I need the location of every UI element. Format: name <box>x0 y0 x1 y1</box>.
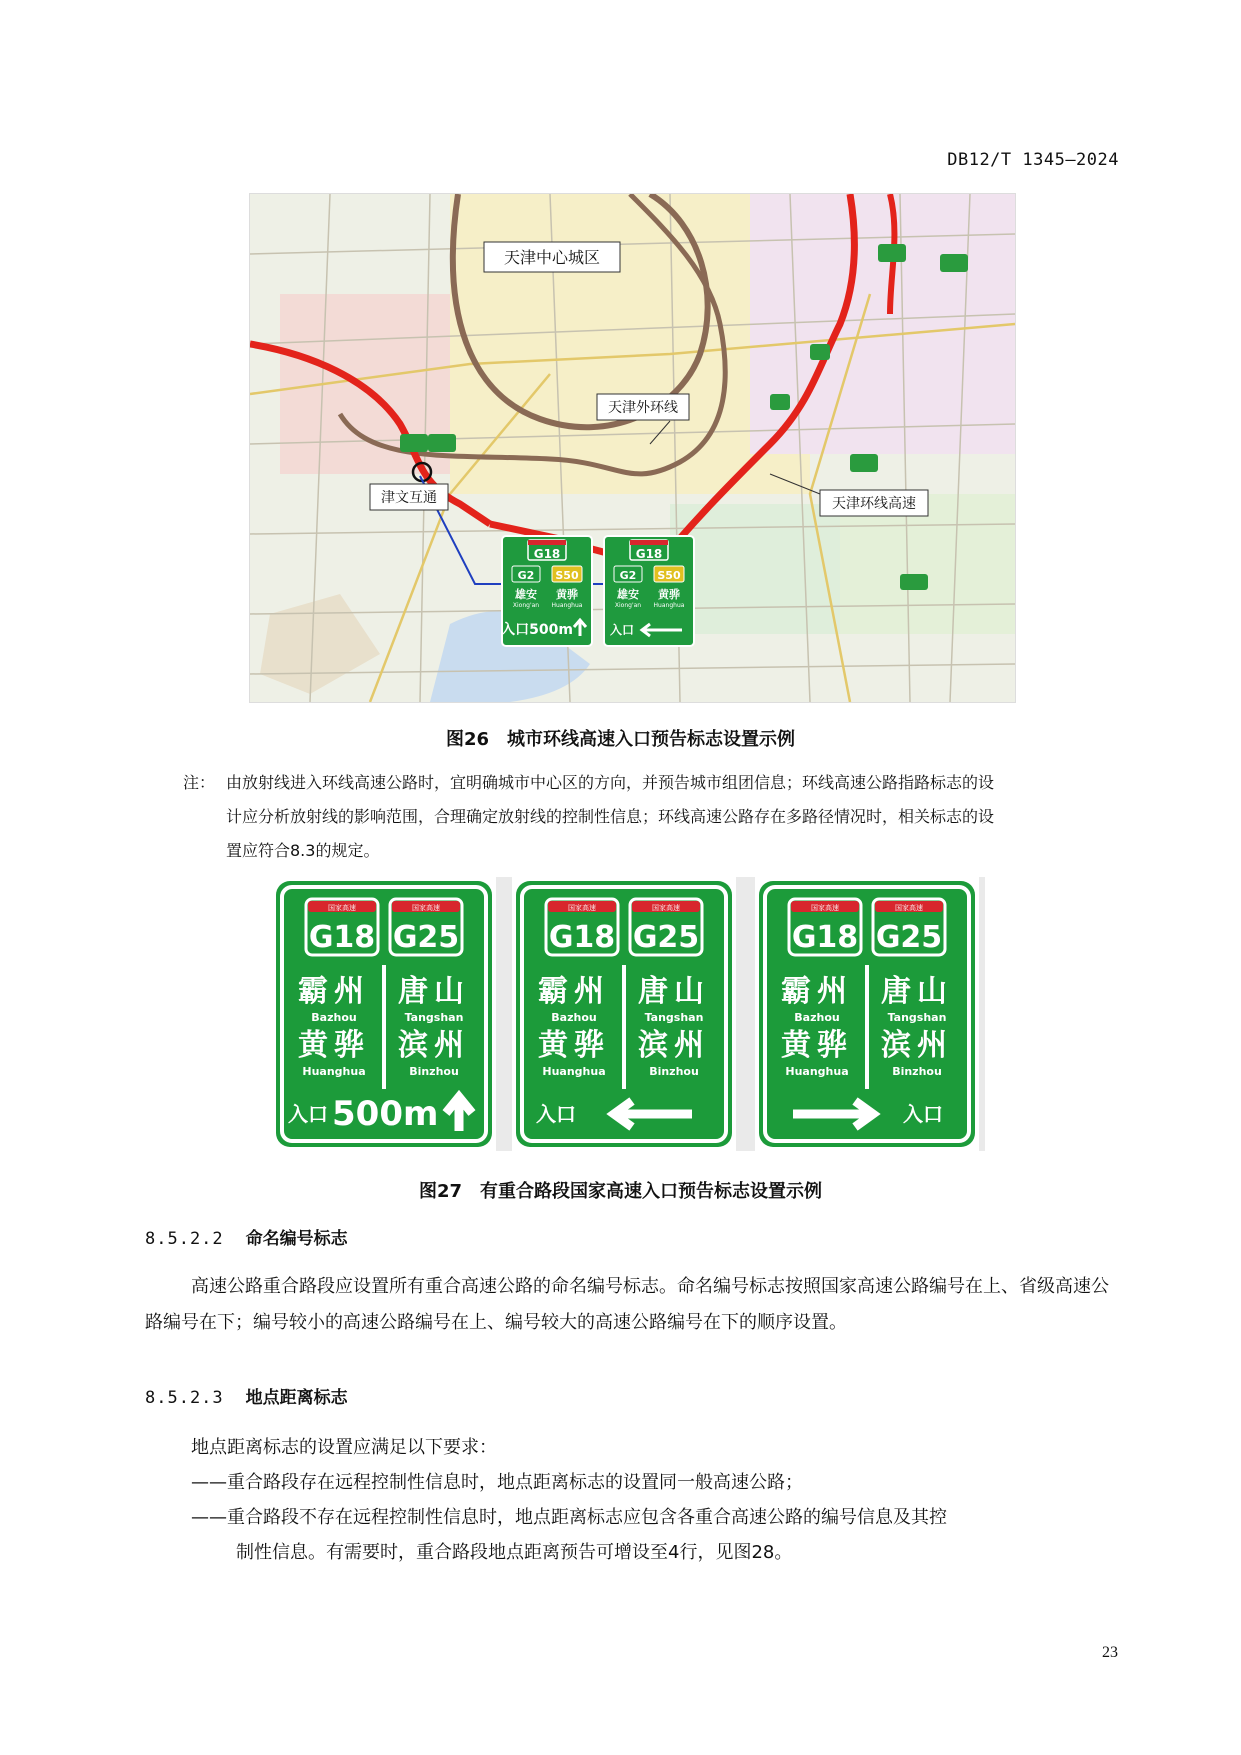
map-label-interchange: 津文互通 <box>381 490 437 506</box>
svg-text:国家高速: 国家高速 <box>895 904 923 912</box>
section-8523-intro: 地点距离标志的设置应满足以下要求： <box>191 1437 497 1458</box>
note-label: 注： <box>183 773 216 792</box>
figure-26-caption: 图26 城市环线高速入口预告标志设置示例 <box>445 729 796 750</box>
svg-text:国家高速: 国家高速 <box>412 904 440 912</box>
figure-26-note <box>183 766 1117 868</box>
sign-3-route-1: G18 <box>791 920 859 955</box>
svg-text:G18: G18 <box>635 547 663 561</box>
svg-text:Tangshan: Tangshan <box>887 1011 947 1024</box>
figure-27-caption: 图27 有重合路段国家高速入口预告标志设置示例 <box>418 1181 823 1202</box>
svg-text:Binzhou: Binzhou <box>892 1065 942 1078</box>
section-8522-number: 8.5.2.2 <box>145 1229 224 1249</box>
map-sign-right <box>604 536 694 646</box>
svg-text:黄骅: 黄骅 <box>556 588 578 601</box>
svg-text:滨州: 滨州 <box>398 1028 470 1063</box>
svg-text:国家高速: 国家高速 <box>328 904 356 912</box>
svg-text:Huanghua: Huanghua <box>542 1065 606 1078</box>
sign-1-route-2: G25 <box>392 920 460 955</box>
svg-text:黄骅: 黄骅 <box>538 1028 610 1063</box>
svg-text:G18: G18 <box>533 547 561 561</box>
note-line-1: 由放射线进入环线高速公路时，宜明确城市中心区的方向，并预告城市组团信息；环线高速公路指路标志的设 <box>226 773 995 792</box>
svg-text:Bazhou: Bazhou <box>551 1011 597 1024</box>
section-8523-number: 8.5.2.3 <box>145 1388 224 1408</box>
sign-2-entry: 入口 <box>536 1102 576 1126</box>
svg-text:Tangshan: Tangshan <box>404 1011 464 1024</box>
svg-text:黄骅: 黄骅 <box>781 1028 853 1063</box>
sign-1-route-1: G18 <box>308 920 376 955</box>
svg-text:霸州: 霸州 <box>781 974 853 1009</box>
svg-text:Huanghua: Huanghua <box>785 1065 849 1078</box>
svg-text:雄安: 雄安 <box>515 588 537 601</box>
sign-2-route-1: G18 <box>548 920 616 955</box>
svg-text:国家高速: 国家高速 <box>568 904 596 912</box>
svg-text:黄骅: 黄骅 <box>658 588 680 601</box>
svg-text:滨州: 滨州 <box>881 1028 953 1063</box>
svg-text:Huanghua: Huanghua <box>653 602 685 609</box>
sign-2 <box>512 877 736 1151</box>
svg-text:Binzhou: Binzhou <box>409 1065 459 1078</box>
section-8523-title: 地点距离标志 <box>245 1388 348 1408</box>
page-number: 23 <box>1102 1644 1118 1661</box>
svg-text:Tangshan: Tangshan <box>644 1011 704 1024</box>
svg-text:霸州: 霸州 <box>298 974 370 1009</box>
section-8522-title: 命名编号标志 <box>245 1229 348 1249</box>
sign-3-entry: 入口 <box>903 1102 943 1126</box>
svg-text:S50: S50 <box>555 569 579 582</box>
svg-text:雄安: 雄安 <box>617 588 639 601</box>
svg-text:Xiong'an: Xiong'an <box>614 602 642 609</box>
map-label-center: 天津中心城区 <box>503 248 601 267</box>
svg-text:Huanghua: Huanghua <box>302 1065 366 1078</box>
section-8523-item-1: ——重合路段存在远程控制性信息时，地点距离标志的设置同一般高速公路； <box>191 1472 803 1493</box>
svg-text:国家高速: 国家高速 <box>811 904 839 912</box>
sign-1-distance: 500m <box>332 1094 439 1134</box>
section-8523-heading <box>145 1383 348 1408</box>
sign-1-entry: 入口 <box>288 1102 328 1126</box>
map-sign-left <box>501 536 592 646</box>
svg-text:S50: S50 <box>657 569 681 582</box>
map-label-ring-expressway: 天津环线高速 <box>832 496 916 512</box>
figure-27-svg <box>272 877 985 1151</box>
svg-text:入口500m: 入口500m <box>501 622 573 638</box>
svg-text:Xiong'an: Xiong'an <box>512 602 540 609</box>
svg-text:Binzhou: Binzhou <box>649 1065 699 1078</box>
svg-text:Huanghua: Huanghua <box>551 602 583 609</box>
svg-text:霸州: 霸州 <box>538 974 610 1009</box>
section-8523-item-2: ——重合路段不存在远程控制性信息时，地点距离标志应包含各重合高速公路的编号信息及其控 <box>191 1507 947 1528</box>
svg-text:Bazhou: Bazhou <box>311 1011 357 1024</box>
svg-text:G2: G2 <box>517 569 535 582</box>
sign-2-route-2: G25 <box>632 920 700 955</box>
svg-text:唐山: 唐山 <box>398 974 470 1009</box>
svg-text:唐山: 唐山 <box>881 974 953 1009</box>
section-8522-heading <box>145 1224 348 1249</box>
svg-text:唐山: 唐山 <box>638 974 710 1009</box>
section-8523-item-2-cont: 制性信息。有需要时，重合路段地点距离预告可增设至4行，见图28。 <box>236 1542 793 1563</box>
svg-text:G2: G2 <box>619 569 637 582</box>
svg-text:黄骅: 黄骅 <box>298 1028 370 1063</box>
svg-text:入口: 入口 <box>609 623 635 637</box>
sign-1 <box>272 877 496 1151</box>
section-8522-body: 高速公路重合路段应设置所有重合高速公路的命名编号标志。命名编号标志按照国家高速公路编号在上、省级高速公路编号在下；编号较小的高速公路编号在上、编号较大的高速公路编号在下的顺序设置。 <box>145 1276 1109 1333</box>
svg-text:滨州: 滨州 <box>638 1028 710 1063</box>
note-line-3: 置应符合8.3的规定。 <box>226 841 380 860</box>
svg-text:国家高速: 国家高速 <box>652 904 680 912</box>
svg-text:Bazhou: Bazhou <box>794 1011 840 1024</box>
sign-3 <box>755 877 979 1151</box>
document-id: DB12/T 1345—2024 <box>947 150 1119 170</box>
note-line-2: 计应分析放射线的影响范围，合理确定放射线的控制性信息；环线高速公路存在多路径情况时，相关标志的设 <box>226 807 995 826</box>
sign-3-route-2: G25 <box>875 920 943 955</box>
map-label-outer-ring: 天津外环线 <box>608 400 678 416</box>
figure-26-map <box>249 193 1016 703</box>
